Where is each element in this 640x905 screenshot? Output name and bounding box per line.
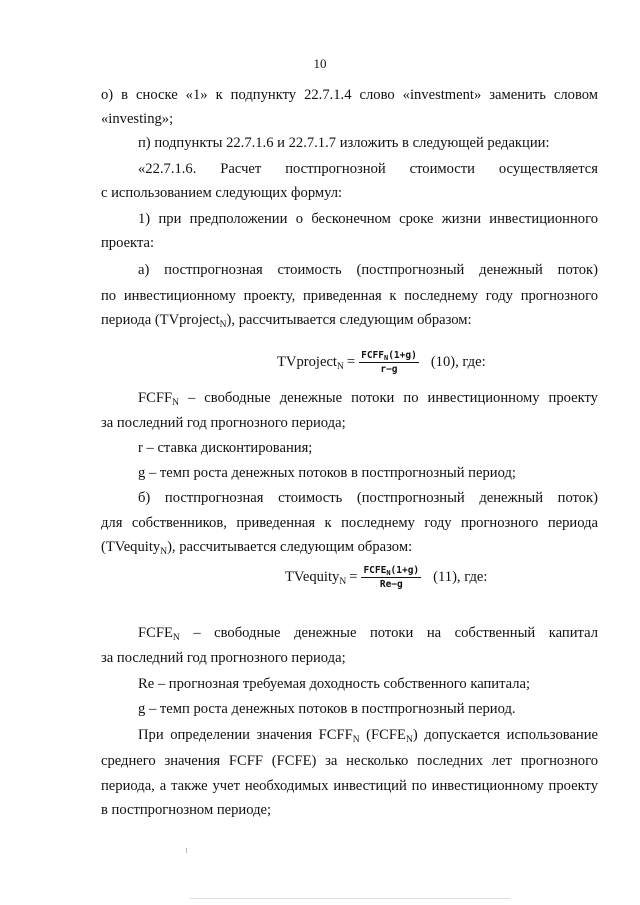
text-line: $FCFE_N$ – свободные денежные потоки на собственный капитал [138, 625, 598, 643]
text-line: периода, а также учет необходимых инвестиций по инвестиционному проекту [101, 778, 598, 794]
formula-lhs: TVproject$_N$ [277, 354, 344, 372]
formula-fraction: $\frac{FCFE_N(1+g)}{Re-g}$ [363, 565, 420, 590]
formula-label: (11), где: [433, 569, 488, 585]
text-line: проекта: [101, 235, 155, 251]
text-line: При определении значения $FCFF_N$ $(FCFE_N)$ допускается использование [138, 727, 599, 745]
formula-lhs: TVequity$_N$ [285, 569, 347, 587]
text-line: «22.7.1.6. Расчет постпрогнозной стоимости осуществляется [138, 161, 598, 177]
text-line: периода (TVproject$_N$), рассчитывается следующим образом: [101, 312, 472, 330]
text-line: для собственников, приведенная к последнему году прогнозного периода [101, 515, 598, 531]
text-line: а) постпрогнозная стоимость (постпрогнозный денежный поток) [138, 262, 598, 278]
text-line: с использованием следующих формул: [101, 185, 343, 201]
text-line: по инвестиционному проекту, приведенная к последнему году прогнозного [101, 288, 598, 304]
text-line: r – ставка дисконтирования; [138, 440, 313, 456]
text-line: среднего значения FCFF (FCFE) за несколько последних лет прогнозного [101, 753, 598, 769]
page-number: 10 [313, 56, 327, 71]
text-line: о) в сноске «1» к подпункту 22.7.1.4 слово «investment» заменить словом [101, 87, 598, 103]
formula-10: TVproject$_N$ = $\frac{FCFF_N(1+g)}{r-g}$ (10), где: [277, 350, 486, 375]
text-line: g – темп роста денежных потоков в постпрогнозный период; [138, 465, 516, 481]
text-line: (TVequity$_N$), рассчитывается следующим образом: [101, 539, 413, 557]
formula-label: (10), где: [430, 354, 486, 370]
text-line: 1) при предположении о бесконечном сроке жизни инвестиционного [138, 211, 598, 227]
formula-fraction: $\frac{FCFF_N(1+g)}{r-g}$ [361, 350, 417, 375]
formula-11: TVequity$_N$ = $\frac{FCFE_N(1+g)}{Re-g}$ (11), где: [285, 565, 488, 590]
scan-mark [186, 848, 187, 853]
text-line: за последний год прогнозного периода; [101, 650, 346, 666]
text-line: $FCFF_N$ – свободные денежные потоки по инвестиционному проекту [138, 390, 598, 408]
scan-edge-line [190, 898, 510, 899]
text-line: Re – прогнозная требуемая доходность собственного капитала; [138, 676, 531, 692]
text-line: за последний год прогнозного периода; [101, 415, 346, 431]
text-line: п) подпункты 22.7.1.6 и 22.7.1.7 изложить в следующей редакции: [138, 135, 550, 151]
text-line: б) постпрогнозная стоимость (постпрогнозный денежный поток) [138, 490, 598, 506]
text-line: «investing»; [101, 111, 174, 127]
text-line: в постпрогнозном периоде; [101, 802, 272, 818]
text-line: g – темп роста денежных потоков в постпрогнозный период. [138, 701, 516, 717]
